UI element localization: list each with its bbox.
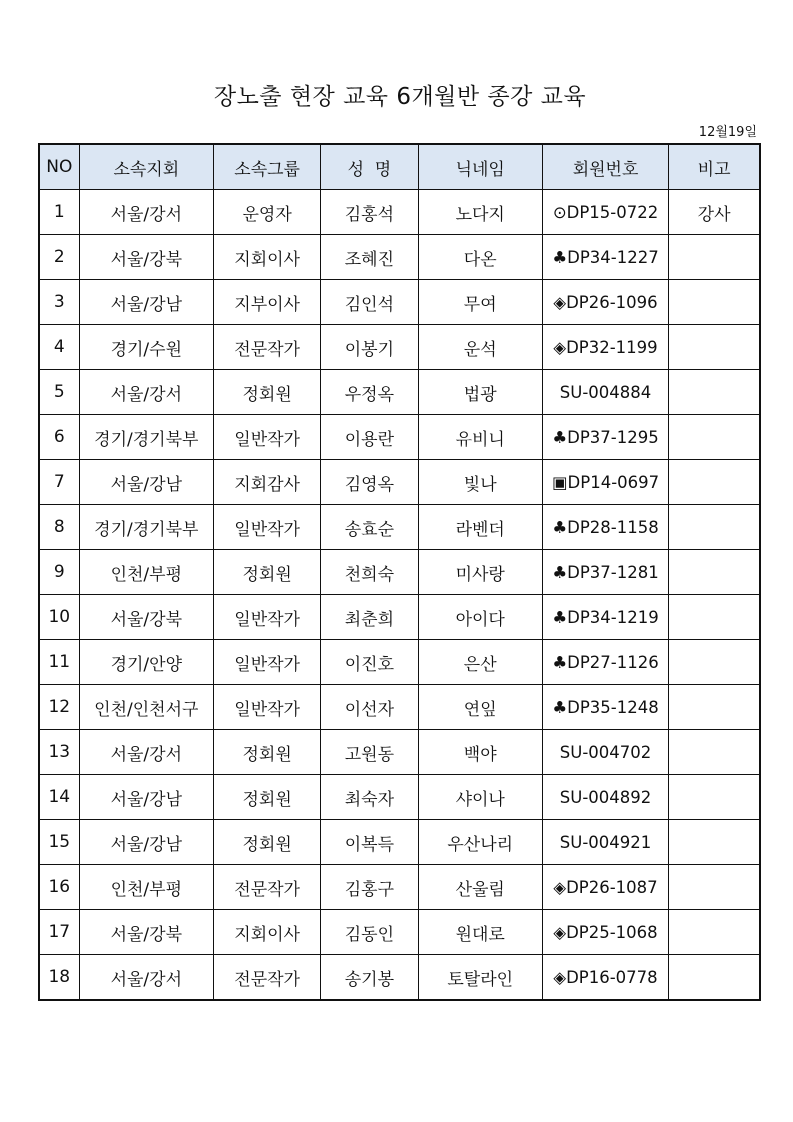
cell-branch: 경기/수원 xyxy=(79,325,213,370)
cell-nickname: 운석 xyxy=(418,325,542,370)
cell-branch: 서울/강서 xyxy=(79,730,213,775)
header-group: 소속그룹 xyxy=(213,144,320,190)
cell-member-number: ♣DP35-1248 xyxy=(542,685,668,730)
table-row xyxy=(39,910,760,955)
cell-member-number: ⊙DP15-0722 xyxy=(542,190,668,235)
cell-no: 2 xyxy=(39,235,79,280)
table-row xyxy=(39,865,760,910)
cell-branch: 인천/인천서구 xyxy=(79,685,213,730)
cell-branch: 서울/강서 xyxy=(79,955,213,1001)
cell-member-number: ◈DP26-1096 xyxy=(542,280,668,325)
cell-no: 14 xyxy=(39,775,79,820)
cell-member-number: SU-004892 xyxy=(542,775,668,820)
table-header xyxy=(39,144,760,190)
cell-no: 7 xyxy=(39,460,79,505)
table-row xyxy=(39,370,760,415)
cell-nickname: 연잎 xyxy=(418,685,542,730)
cell-note xyxy=(669,730,760,775)
cell-member-number: SU-004702 xyxy=(542,730,668,775)
cell-group: 일반작가 xyxy=(213,685,320,730)
cell-note xyxy=(669,460,760,505)
cell-no: 15 xyxy=(39,820,79,865)
cell-branch: 서울/강남 xyxy=(79,280,213,325)
cell-branch: 서울/강북 xyxy=(79,235,213,280)
cell-group: 지회이사 xyxy=(213,235,320,280)
cell-group: 일반작가 xyxy=(213,595,320,640)
cell-no: 4 xyxy=(39,325,79,370)
cell-note xyxy=(669,685,760,730)
cell-branch: 서울/강북 xyxy=(79,910,213,955)
cell-name: 김인석 xyxy=(321,280,418,325)
table-row xyxy=(39,415,760,460)
header-branch: 소속지회 xyxy=(79,144,213,190)
cell-group: 지부이사 xyxy=(213,280,320,325)
cell-nickname: 법광 xyxy=(418,370,542,415)
header-row xyxy=(39,144,760,190)
cell-member-number: ♣DP37-1295 xyxy=(542,415,668,460)
cell-nickname: 백야 xyxy=(418,730,542,775)
cell-no: 3 xyxy=(39,280,79,325)
cell-branch: 서울/강서 xyxy=(79,190,213,235)
cell-nickname: 빛나 xyxy=(418,460,542,505)
cell-member-number: ♣DP34-1227 xyxy=(542,235,668,280)
cell-no: 18 xyxy=(39,955,79,1001)
table-row xyxy=(39,640,760,685)
header-member-number: 회원번호 xyxy=(542,144,668,190)
table-row xyxy=(39,280,760,325)
cell-name: 최춘희 xyxy=(321,595,418,640)
cell-name: 천희숙 xyxy=(321,550,418,595)
cell-note xyxy=(669,370,760,415)
cell-name: 송효순 xyxy=(321,505,418,550)
cell-note xyxy=(669,235,760,280)
cell-name: 이진호 xyxy=(321,640,418,685)
cell-branch: 서울/강남 xyxy=(79,460,213,505)
cell-no: 1 xyxy=(39,190,79,235)
cell-note xyxy=(669,865,760,910)
cell-no: 11 xyxy=(39,640,79,685)
cell-member-number: ♣DP27-1126 xyxy=(542,640,668,685)
cell-group: 운영자 xyxy=(213,190,320,235)
attendee-table xyxy=(38,143,761,1001)
cell-branch: 서울/강남 xyxy=(79,820,213,865)
cell-member-number: ▣DP14-0697 xyxy=(542,460,668,505)
cell-member-number: ♣DP37-1281 xyxy=(542,550,668,595)
cell-member-number: ◈DP32-1199 xyxy=(542,325,668,370)
cell-name: 조혜진 xyxy=(321,235,418,280)
document-title: 장노출 현장 교육 6개월반 종강 교육 xyxy=(213,84,587,110)
cell-group: 정회원 xyxy=(213,550,320,595)
cell-group: 정회원 xyxy=(213,775,320,820)
cell-name: 고원동 xyxy=(321,730,418,775)
header-note: 비고 xyxy=(669,144,760,190)
cell-group: 정회원 xyxy=(213,370,320,415)
cell-nickname: 다온 xyxy=(418,235,542,280)
cell-name: 이용란 xyxy=(321,415,418,460)
cell-group: 정회원 xyxy=(213,730,320,775)
cell-branch: 경기/경기북부 xyxy=(79,505,213,550)
cell-note xyxy=(669,775,760,820)
cell-no: 9 xyxy=(39,550,79,595)
cell-group: 전문작가 xyxy=(213,325,320,370)
cell-branch: 인천/부평 xyxy=(79,550,213,595)
cell-name: 김동인 xyxy=(321,910,418,955)
cell-group: 정회원 xyxy=(213,820,320,865)
table-row xyxy=(39,775,760,820)
table-row xyxy=(39,460,760,505)
header-name: 성 명 xyxy=(321,144,418,190)
table-row xyxy=(39,820,760,865)
cell-nickname: 유비니 xyxy=(418,415,542,460)
table-row xyxy=(39,955,760,1001)
cell-group: 일반작가 xyxy=(213,505,320,550)
cell-note xyxy=(669,325,760,370)
cell-group: 일반작가 xyxy=(213,640,320,685)
cell-group: 지회이사 xyxy=(213,910,320,955)
cell-note xyxy=(669,640,760,685)
cell-no: 8 xyxy=(39,505,79,550)
cell-nickname: 미사랑 xyxy=(418,550,542,595)
cell-no: 12 xyxy=(39,685,79,730)
cell-branch: 서울/강남 xyxy=(79,775,213,820)
cell-name: 이봉기 xyxy=(321,325,418,370)
cell-name: 이선자 xyxy=(321,685,418,730)
cell-group: 전문작가 xyxy=(213,955,320,1001)
document-date: 12월19일 xyxy=(698,125,757,140)
cell-no: 17 xyxy=(39,910,79,955)
table-row xyxy=(39,730,760,775)
cell-name: 김영옥 xyxy=(321,460,418,505)
cell-nickname: 샤이나 xyxy=(418,775,542,820)
table-row xyxy=(39,595,760,640)
cell-group: 일반작가 xyxy=(213,415,320,460)
table-row xyxy=(39,505,760,550)
cell-no: 5 xyxy=(39,370,79,415)
cell-branch: 서울/강서 xyxy=(79,370,213,415)
cell-name: 김홍석 xyxy=(321,190,418,235)
cell-note xyxy=(669,910,760,955)
cell-name: 송기봉 xyxy=(321,955,418,1001)
cell-note xyxy=(669,280,760,325)
table-row xyxy=(39,685,760,730)
cell-nickname: 원대로 xyxy=(418,910,542,955)
cell-no: 10 xyxy=(39,595,79,640)
cell-name: 최숙자 xyxy=(321,775,418,820)
cell-name: 이복득 xyxy=(321,820,418,865)
cell-nickname: 무여 xyxy=(418,280,542,325)
cell-no: 6 xyxy=(39,415,79,460)
table-row xyxy=(39,550,760,595)
cell-note xyxy=(669,505,760,550)
cell-group: 지회감사 xyxy=(213,460,320,505)
cell-branch: 경기/안양 xyxy=(79,640,213,685)
cell-member-number: ◈DP25-1068 xyxy=(542,910,668,955)
cell-branch: 경기/경기북부 xyxy=(79,415,213,460)
table-row xyxy=(39,190,760,235)
cell-nickname: 아이다 xyxy=(418,595,542,640)
cell-member-number: SU-004884 xyxy=(542,370,668,415)
cell-no: 13 xyxy=(39,730,79,775)
cell-note: 강사 xyxy=(669,190,760,235)
cell-note xyxy=(669,550,760,595)
cell-member-number: SU-004921 xyxy=(542,820,668,865)
cell-note xyxy=(669,595,760,640)
cell-name: 우정옥 xyxy=(321,370,418,415)
table-row xyxy=(39,325,760,370)
cell-nickname: 노다지 xyxy=(418,190,542,235)
cell-group: 전문작가 xyxy=(213,865,320,910)
cell-nickname: 산울림 xyxy=(418,865,542,910)
cell-member-number: ◈DP16-0778 xyxy=(542,955,668,1001)
cell-member-number: ◈DP26-1087 xyxy=(542,865,668,910)
cell-note xyxy=(669,415,760,460)
cell-nickname: 은산 xyxy=(418,640,542,685)
cell-note xyxy=(669,820,760,865)
cell-member-number: ♣DP28-1158 xyxy=(542,505,668,550)
cell-note xyxy=(669,955,760,1001)
cell-nickname: 라벤더 xyxy=(418,505,542,550)
header-no: NO xyxy=(39,144,79,190)
cell-name: 김홍구 xyxy=(321,865,418,910)
cell-branch: 서울/강북 xyxy=(79,595,213,640)
cell-member-number: ♣DP34-1219 xyxy=(542,595,668,640)
cell-no: 16 xyxy=(39,865,79,910)
cell-nickname: 우산나리 xyxy=(418,820,542,865)
cell-branch: 인천/부평 xyxy=(79,865,213,910)
header-nickname: 닉네임 xyxy=(418,144,542,190)
table-body xyxy=(39,190,760,1001)
table-row xyxy=(39,235,760,280)
cell-nickname: 토탈라인 xyxy=(418,955,542,1001)
